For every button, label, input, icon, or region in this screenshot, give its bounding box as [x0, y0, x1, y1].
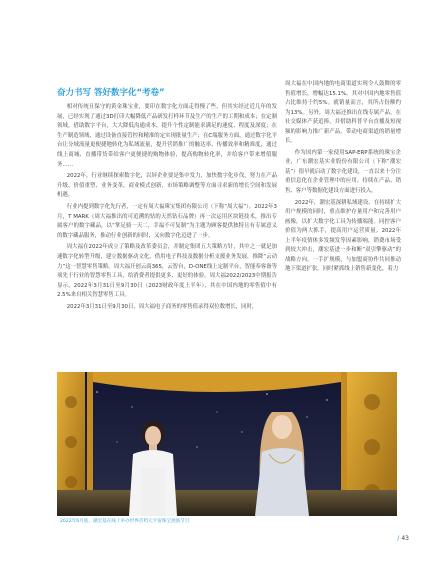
page-number-value: 43: [401, 535, 409, 542]
left-text-column: [57, 88, 277, 314]
page-number-slash: /: [397, 535, 400, 542]
page-number: [397, 535, 409, 542]
paragraph: 2022年，潮宏基深耕私域建设、在持续扩大用户规模的同时，重点维护存量用户和完善用户画像，以扩大数字化工具为传播端能。同控客户价值为两大抓手，提高用户运营质量。2022年上半年疫情体多发频发等因素影响，销费市场受到较大冲击，潮宏基进一步和断“双引擎驱动”的战略方向，一手扩规模，与加盟商协作共同推动地下渠道扩张。同时紧抓线上销售新变化，着力: [285, 199, 401, 273]
paragraph: 相对传统且保守的黄金珠宝业，要印在数字化方面走得慢了些，但其实经过近几年的发展，已经实现了通过3D打印大幅降低产品研发打样环节及生产的生产的工期和成本；在定制领域，借助数字平台，大大降低沟通成本，提升个性定制能求满足的速度、程度及深度；在生产制造领域，通过设备直接管控和精准的定实现批量生产；在C端服务方面，通过数字化平台让分域流量更便捷地转化为私域流量，提升营销推广的触达率、传播效率和精准度，通过线上商城、直播带货带给客户更便捷的购物体验，提高购物转化率，并给客户带来增值服务……: [57, 104, 277, 168]
paragraph: 周大福在中国内地的电商渠道实现令人鼓舞的零售值增长，增幅达15.1%，其对中国内地零售值占比维持于约5%。就销量而言，其所占份额约为13%。另外，周大福还推出在线专属产品，在社交媒体产获追捧，并借助科普平台直播及短视频的影响力推广新产品，带动电商渠道的销量增长。: [285, 81, 401, 145]
event-photo-illustration: [57, 372, 397, 516]
right-text-column: [285, 80, 401, 277]
event-photo: [57, 372, 397, 516]
photo-caption: 2022年6月底，潮宏基在线上举办世界首档元宇宙珠宝展演节目: [60, 519, 190, 524]
paragraph: 作为国内第一家使用SAP-ERP系统的珠宝企业，广东潮宏基实业股份有限公司（下称“潮宏基”）很早就启动了数字化建设，一直以来十分注重信息化在企业管理中的应用，持续在产品、销售、客户等数据化建设方面进行投入。: [285, 149, 401, 195]
section-heading: 奋力书写 答好数字化“考卷”: [57, 88, 165, 98]
paragraph: 周大福在2022年成立了策略及改革委员会，并制定集团五大策略方针，其中之一就是加速数字化转型升级，建立数据驱动文化，借用电子科技及数据分析支援业务发展，推降“云动力”这一智慧零售策略。周大福开创云商365，云智台，D-ONE线上定制平台，智能奉客备等项先于行业的智慧零售工具，给消费者提供更多、更好的体验。周大福2022/2023中期报告显示，2022年3月31日至9月30日（2023财政年度上半年），其在中国内地的零售值中有2.5%来自相关智慧零售工具。: [57, 244, 277, 299]
paragraph: 2022年，行业继续探索数字化，以屏企业要是集中发力，加快数字化步伐，努力在产品升级、价值重塑、业务变革，商业模式创新，市场策略调整等方面寻求新的增长空间和发展机遇。: [57, 173, 277, 199]
paragraph: 行业内提到数字化先行者，一定有周大福珠宝集团有限公司（下称“周大福”）。2022年3月，T MARK（周大福推出的可追溯的钻的天然钻石品牌）再一次运用区块链技术，推出专属客户的数字藏品，以“掌足骑一天二，幸福不可复制”为主题为顾客提供独特且有专属意义的数字藏品服务，推动行业创新的同时，又向数字化迈进了一步。: [57, 203, 277, 239]
paragraph: 2022年3月31日至9月30日，周大福电子商务的零售值录得双位数增长，同时，: [66, 303, 258, 310]
